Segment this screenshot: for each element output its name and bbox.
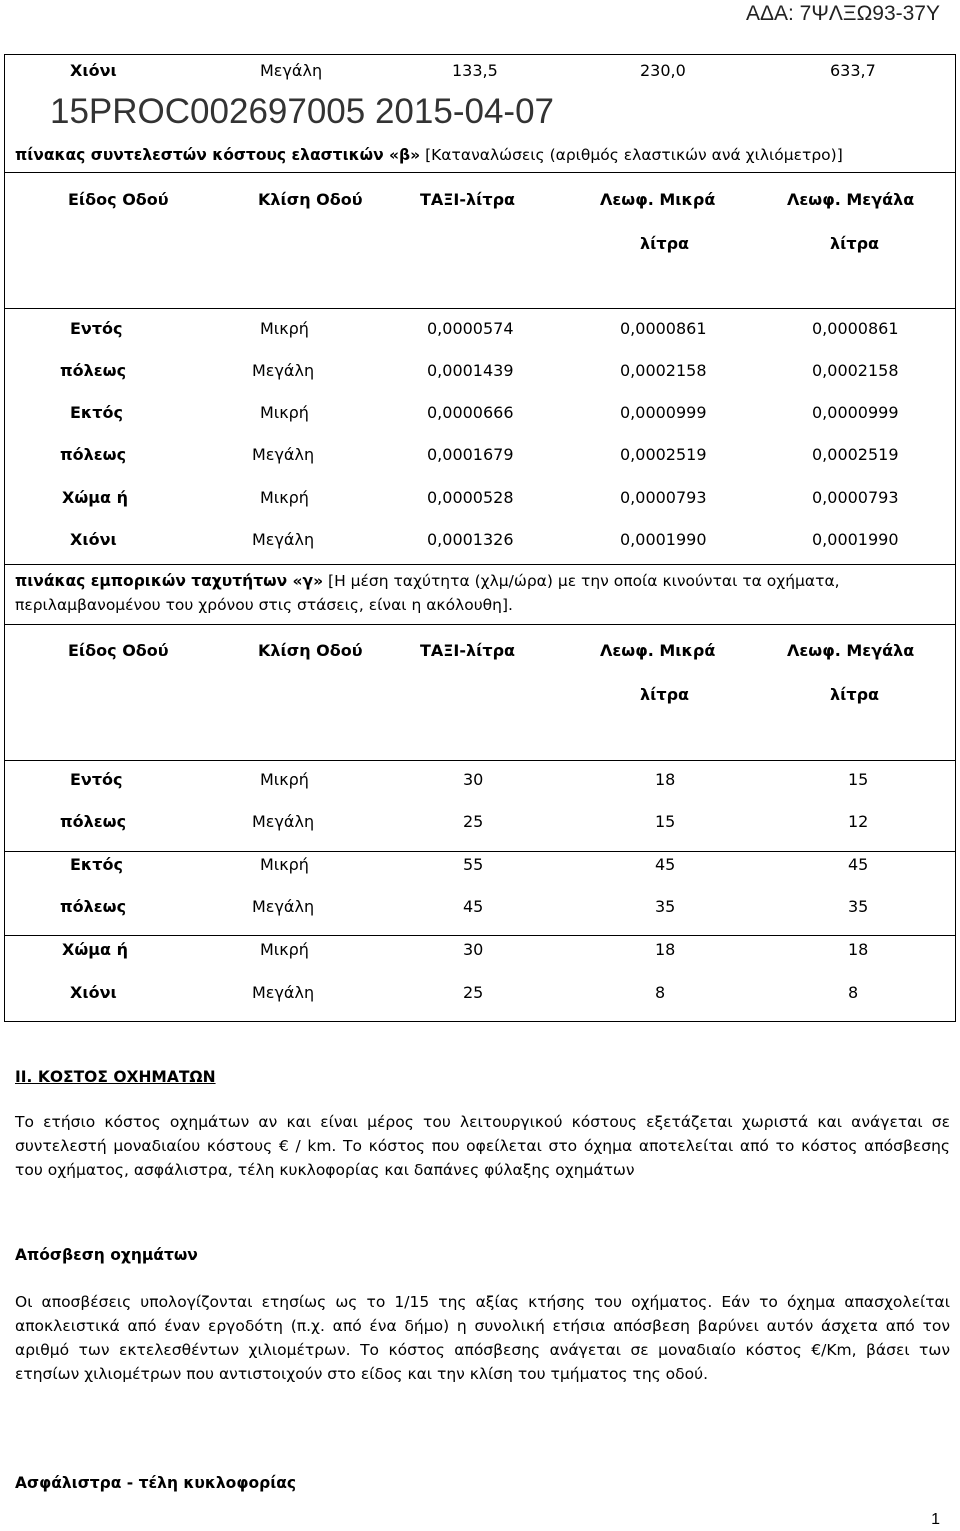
table-b-cell: 0,0000528 — [427, 488, 514, 507]
table-c-cell: 12 — [848, 812, 869, 831]
table-c-header-small-bus-liters: λίτρα — [640, 685, 690, 704]
table-b-row-label: πόλεως — [60, 361, 127, 380]
table-c-cell: 8 — [848, 983, 859, 1002]
table-b-cell: 0,0001990 — [812, 530, 899, 549]
table-b-cell: 0,0001679 — [427, 445, 514, 464]
table-b-cell: 0,0000999 — [812, 403, 899, 422]
table-c-caption-rest: [Η μέση ταχύτητα (χλμ/ώρα) με την οποία κινούνται τα οχήματα, — [323, 572, 840, 590]
table-b-cell: Μεγάλη — [252, 361, 315, 380]
ada-code: ΑΔΑ: 7ΨΛΞΩ93-37Υ — [745, 2, 940, 25]
table-b-row-label: Χώμα ή — [62, 488, 128, 507]
table-b-caption-rest: [Καταναλώσεις (αριθμός ελαστικών ανά χιλιόμετρο)] — [420, 146, 843, 164]
divider — [4, 624, 956, 625]
table-c-cell: 25 — [463, 983, 484, 1002]
table-b-cell: 0,0001439 — [427, 361, 514, 380]
table-b-cell: 0,0002158 — [620, 361, 707, 380]
table-c-cell: 18 — [655, 940, 676, 959]
first-row-cell-3: 133,5 — [452, 61, 498, 80]
first-row-cell-2: Μεγάλη — [260, 61, 323, 80]
divider — [4, 851, 956, 852]
table-c-row-label: Εντός — [70, 770, 123, 789]
table-b-cell: Μικρή — [260, 488, 309, 507]
table-c-row-label: Χιόνι — [70, 983, 117, 1002]
table-b-row-label: πόλεως — [60, 445, 127, 464]
table-c-row-label: πόλεως — [60, 897, 127, 916]
table-c-cell: 18 — [655, 770, 676, 789]
table-b-cell: 0,0000861 — [812, 319, 899, 338]
proc-id: 15PROC002697005 2015-04-07 — [50, 92, 554, 131]
divider — [4, 760, 956, 761]
table-c-row-label: Χώμα ή — [62, 940, 128, 959]
table-b-header-small-bus-liters: λίτρα — [640, 234, 690, 253]
table-c-header-road-type: Είδος Οδού — [68, 641, 169, 660]
table-c-cell: Μεγάλη — [252, 812, 315, 831]
table-b-header-large-bus-liters: λίτρα — [830, 234, 880, 253]
first-row-cell-1: Χιόνι — [70, 61, 117, 80]
depreciation-title: Απόσβεση οχημάτων — [15, 1246, 198, 1264]
divider — [4, 564, 956, 565]
table-c-cell: 35 — [848, 897, 869, 916]
insurance-title: Ασφάλιστρα - τέλη κυκλοφορίας — [15, 1474, 297, 1492]
table-c-caption-line2: περιλαμβανομένου του χρόνου στις στάσεις, είναι η ακόλουθη]. — [15, 596, 513, 614]
section-ii-title: ΙΙ. ΚΟΣΤΟΣ ΟΧΗΜΑΤΩΝ — [15, 1068, 216, 1086]
table-b-row-label: Εκτός — [70, 403, 123, 422]
table-b-row-label: Χιόνι — [70, 530, 117, 549]
first-row-cell-5: 633,7 — [830, 61, 876, 80]
table-b-header-large-bus: Λεωφ. Μεγάλα — [787, 190, 915, 209]
table-b-caption — [15, 146, 843, 164]
table-c-cell: Μεγάλη — [252, 983, 315, 1002]
table-b-header-small-bus: Λεωφ. Μικρά — [600, 190, 716, 209]
table-b-cell: Μικρή — [260, 403, 309, 422]
table-c-row-label: πόλεως — [60, 812, 127, 831]
table-b-cell: 0,0000793 — [620, 488, 707, 507]
table-b-cell: 0,0001326 — [427, 530, 514, 549]
table-c-cell: Μικρή — [260, 855, 309, 874]
table-b-cell: 0,0000574 — [427, 319, 514, 338]
table-b-header-road-type: Είδος Οδού — [68, 190, 169, 209]
table-b-cell: 0,0002519 — [620, 445, 707, 464]
table-c-cell: 35 — [655, 897, 676, 916]
table-b-caption-bold: πίνακας συντελεστών κόστους ελαστικών «β» — [15, 146, 421, 164]
table-b-cell: 0,0001990 — [620, 530, 707, 549]
table-c-cell: 55 — [463, 855, 484, 874]
table-c-cell: Μεγάλη — [252, 897, 315, 916]
table-c-cell: Μικρή — [260, 770, 309, 789]
table-b-row-label: Εντός — [70, 319, 123, 338]
table-c-header-large-bus-liters: λίτρα — [830, 685, 880, 704]
table-c-cell: 25 — [463, 812, 484, 831]
table-b-cell: 0,0000999 — [620, 403, 707, 422]
table-b-cell: 0,0000793 — [812, 488, 899, 507]
table-b-header-road-slope: Κλίση Οδού — [258, 190, 363, 209]
table-b-cell: Μεγάλη — [252, 445, 315, 464]
table-c-caption — [15, 572, 840, 590]
table-b-cell: Μικρή — [260, 319, 309, 338]
table-c-cell: 15 — [848, 770, 869, 789]
table-c-header-large-bus: Λεωφ. Μεγάλα — [787, 641, 915, 660]
divider — [4, 935, 956, 936]
table-c-cell: 45 — [463, 897, 484, 916]
table-b-cell: 0,0002158 — [812, 361, 899, 380]
table-b-cell: 0,0002519 — [812, 445, 899, 464]
table-c-row-label: Εκτός — [70, 855, 123, 874]
table-b-header-taxi: ΤΑΞΙ-λίτρα — [420, 190, 516, 209]
table-b-cell: 0,0000861 — [620, 319, 707, 338]
table-c-cell: 45 — [848, 855, 869, 874]
table-c-header-road-slope: Κλίση Οδού — [258, 641, 363, 660]
divider — [4, 172, 956, 173]
page-number: 1 — [931, 1511, 940, 1528]
table-c-header-taxi: ΤΑΞΙ-λίτρα — [420, 641, 516, 660]
table-c-cell: 30 — [463, 770, 484, 789]
table-c-cell: 45 — [655, 855, 676, 874]
table-c-cell: Μικρή — [260, 940, 309, 959]
table-c-cell: 8 — [655, 983, 666, 1002]
first-row-cell-4: 230,0 — [640, 61, 686, 80]
table-c-cell: 18 — [848, 940, 869, 959]
table-b-cell: Μεγάλη — [252, 530, 315, 549]
table-c-cell: 30 — [463, 940, 484, 959]
table-c-header-small-bus: Λεωφ. Μικρά — [600, 641, 716, 660]
table-c-cell: 15 — [655, 812, 676, 831]
table-b-cell: 0,0000666 — [427, 403, 514, 422]
depreciation-paragraph: Οι αποσβέσεις υπολογίζονται ετησίως ως το 1/15 της αξίας κτήσης του οχήματος. Εάν το όχημα απασχολείται αποκλειστικά από έναν εργοδότη (π.χ. από ένα δήμο) η συνολική ετήσια απόσβεση βαρύνει αυτόν άσχετα από τον αριθμό των εκτελεσθέντων χιλιομέτρων. Το κόστος απόσβεσης ανάγεται σε μοναδιαίο κόστος €/Km, βάσει των ετησίων χιλιομέτρων που αντιστοιχούν στο είδος και την κλίση του τμήματος της οδού. — [15, 1293, 950, 1383]
divider — [4, 308, 956, 309]
section-ii-paragraph: Το ετήσιο κόστος οχημάτων αν και είναι μέρος του λειτουργικού κόστους εξετάζεται χωριστά και ανάγεται σε συντελεστή μοναδιαίου κόστους € / km. Το κόστος που οφείλεται στο όχημα αποτελείται από το κόστος απόσβεσης του οχήματος, ασφάλιστρα, τέλη κυκλοφορίας και δαπάνες φύλαξης οχημάτων — [15, 1113, 950, 1179]
table-c-caption-bold: πινάκας εμπορικών ταχυτήτων «γ» — [15, 572, 324, 590]
